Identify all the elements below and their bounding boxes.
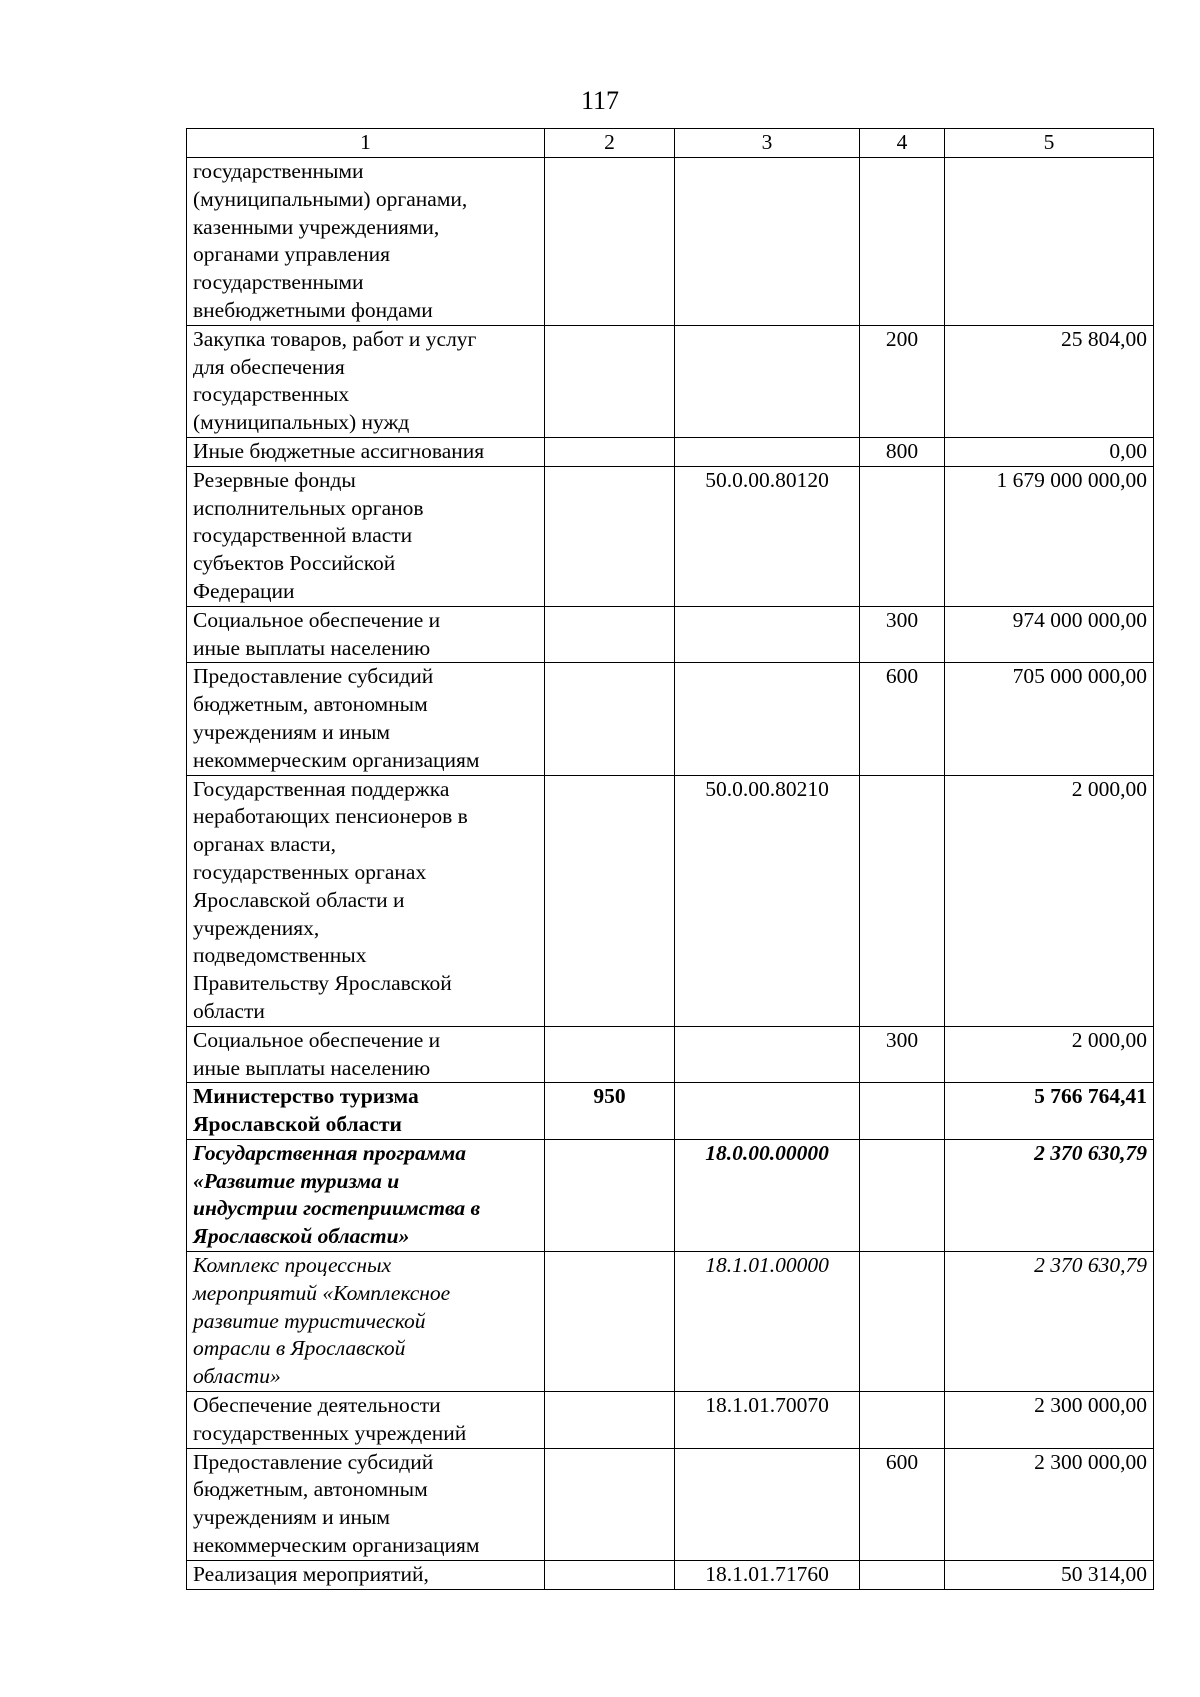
row-amount-cell <box>945 1083 1154 1140</box>
page-number: 117 <box>580 86 620 115</box>
row-target-article-cell <box>675 1083 860 1140</box>
table-row <box>187 466 1154 606</box>
row-amount-cell <box>945 437 1154 466</box>
row-amount: 2 300 000,00 <box>1034 1449 1147 1474</box>
row-expense-type: 300 <box>885 607 919 632</box>
row-name: Предоставление субсидий бюджетным, автономным учреждениям и иным некоммерческим организациям <box>193 664 480 772</box>
row-code-cell <box>545 775 675 1026</box>
row-code-cell <box>545 1252 675 1392</box>
row-amount-cell <box>945 1252 1154 1392</box>
row-name-cell <box>187 466 545 606</box>
header-col-2: 2 <box>545 129 675 158</box>
row-name: Министерство туризма Ярославской области <box>193 1084 419 1137</box>
row-amount-cell <box>945 1448 1154 1560</box>
table-row <box>187 663 1154 775</box>
table-row <box>187 1083 1154 1140</box>
table-row <box>187 325 1154 437</box>
budget-table <box>186 128 1154 1590</box>
row-expense-type: 600 <box>885 1449 919 1474</box>
header-col-5: 5 <box>945 129 1154 158</box>
row-code-cell <box>545 158 675 326</box>
row-expense-type-cell <box>860 663 945 775</box>
row-amount-cell <box>945 1392 1154 1449</box>
row-expense-type-cell <box>860 1448 945 1560</box>
row-amount-cell <box>945 325 1154 437</box>
row-amount: 2 300 000,00 <box>1034 1393 1147 1418</box>
row-expense-type-cell <box>860 1026 945 1083</box>
row-target-article-cell <box>675 1252 860 1392</box>
row-target-article: 18.0.00.00000 <box>705 1140 829 1165</box>
row-expense-type-cell <box>860 606 945 663</box>
row-amount: 974 000 000,00 <box>1012 607 1147 632</box>
row-amount-cell <box>945 1026 1154 1083</box>
row-expense-type-cell <box>860 437 945 466</box>
row-amount: 25 804,00 <box>1061 326 1147 351</box>
table-row <box>187 158 1154 326</box>
row-amount: 2 370 630,79 <box>1034 1140 1147 1165</box>
row-amount-cell <box>945 1560 1154 1589</box>
row-name: Государственная поддержка неработающих пенсионеров в органах власти, государственных органах Ярославской области и учреждениях, подведомственных Правительству Ярославской области <box>193 776 468 1023</box>
row-name-cell <box>187 325 545 437</box>
row-name-cell <box>187 1026 545 1083</box>
table-row <box>187 775 1154 1026</box>
row-code-cell <box>545 437 675 466</box>
row-amount: 2 000,00 <box>1071 1027 1147 1052</box>
row-code-cell <box>545 466 675 606</box>
row-code-cell <box>545 1026 675 1083</box>
row-name-cell <box>187 1139 545 1251</box>
row-amount: 0,00 <box>1109 438 1147 463</box>
row-expense-type-cell <box>860 1392 945 1449</box>
row-name-cell <box>187 437 545 466</box>
table-row <box>187 1139 1154 1251</box>
row-expense-type-cell <box>860 1252 945 1392</box>
row-code: 950 <box>593 1084 626 1109</box>
table-row <box>187 606 1154 663</box>
row-target-article-cell <box>675 437 860 466</box>
row-code-cell <box>545 606 675 663</box>
row-target-article: 18.1.01.00000 <box>705 1253 829 1278</box>
row-name-cell <box>187 606 545 663</box>
row-expense-type: 600 <box>885 664 919 689</box>
row-name: Закупка товаров, работ и услуг для обеспечения государственных (муниципальных) нужд <box>193 326 477 435</box>
row-name-cell <box>187 775 545 1026</box>
row-name: Резервные фонды исполнительных органов государственной власти субъектов Российской Федерации <box>193 467 424 603</box>
row-expense-type-cell <box>860 466 945 606</box>
row-name-cell <box>187 1448 545 1560</box>
row-code-cell <box>545 1139 675 1251</box>
header-col-3: 3 <box>675 129 860 158</box>
row-name: Комплекс процессных мероприятий «Комплексное развитие туристической отрасли в Ярославской области» <box>193 1253 451 1389</box>
row-expense-type: 800 <box>885 438 919 463</box>
row-expense-type-cell <box>860 1083 945 1140</box>
row-target-article-cell <box>675 775 860 1026</box>
row-target-article-cell <box>675 663 860 775</box>
row-name-cell <box>187 1083 545 1140</box>
row-target-article-cell <box>675 1139 860 1251</box>
row-target-article: 50.0.00.80210 <box>705 776 829 801</box>
row-name-cell <box>187 1560 545 1589</box>
table-row <box>187 1252 1154 1392</box>
row-amount-cell <box>945 1139 1154 1251</box>
row-name: Реализация мероприятий, <box>193 1561 429 1586</box>
row-amount: 5 766 764,41 <box>1034 1084 1147 1109</box>
table-row <box>187 1392 1154 1449</box>
row-amount: 2 000,00 <box>1071 776 1147 801</box>
header-col-1: 1 <box>187 129 545 158</box>
row-amount-cell <box>945 466 1154 606</box>
row-amount-cell <box>945 775 1154 1026</box>
row-name: государственными (муниципальными) органами, казенными учреждениями, органами управления государственными внебюджетными фондами <box>193 159 468 322</box>
row-name: Социальное обеспечение и иные выплаты населению <box>193 1027 441 1080</box>
row-expense-type-cell <box>860 325 945 437</box>
row-target-article-cell <box>675 606 860 663</box>
row-amount: 2 370 630,79 <box>1034 1253 1147 1278</box>
row-expense-type: 300 <box>885 1027 919 1052</box>
row-amount: 705 000 000,00 <box>1012 664 1147 689</box>
row-name: Обеспечение деятельности государственных учреждений <box>193 1393 467 1445</box>
table-row <box>187 1560 1154 1589</box>
row-code-cell <box>545 1448 675 1560</box>
row-name-cell <box>187 1252 545 1392</box>
table-body <box>187 158 1154 1590</box>
row-target-article-cell <box>675 158 860 326</box>
row-target-article: 18.1.01.70070 <box>705 1393 829 1418</box>
row-code-cell <box>545 1083 675 1140</box>
row-target-article-cell <box>675 1392 860 1449</box>
header-col-4: 4 <box>860 129 945 158</box>
row-code-cell <box>545 663 675 775</box>
row-target-article-cell <box>675 1560 860 1589</box>
row-amount: 50 314,00 <box>1061 1561 1147 1586</box>
row-expense-type-cell <box>860 1560 945 1589</box>
row-expense-type: 200 <box>885 326 919 351</box>
row-target-article-cell <box>675 466 860 606</box>
row-expense-type-cell <box>860 158 945 326</box>
row-code-cell <box>545 1560 675 1589</box>
table-row <box>187 1026 1154 1083</box>
table-row <box>187 1448 1154 1560</box>
row-target-article-cell <box>675 325 860 437</box>
row-expense-type-cell <box>860 1139 945 1251</box>
header-row <box>187 129 1154 158</box>
row-amount-cell <box>945 606 1154 663</box>
row-name: Предоставление субсидий бюджетным, автономным учреждениям и иным некоммерческим организациям <box>193 1449 480 1558</box>
row-code-cell <box>545 1392 675 1449</box>
row-amount-cell <box>945 158 1154 326</box>
row-target-article-cell <box>675 1448 860 1560</box>
row-name-cell <box>187 663 545 775</box>
row-amount-cell <box>945 663 1154 775</box>
row-name: Социальное обеспечение и иные выплаты населению <box>193 607 441 660</box>
row-expense-type-cell <box>860 775 945 1026</box>
row-code-cell <box>545 325 675 437</box>
table-row <box>187 437 1154 466</box>
row-name-cell <box>187 1392 545 1449</box>
row-target-article: 18.1.01.71760 <box>705 1561 829 1586</box>
row-name: Государственная программа «Развитие туризма и индустрии гостеприимства в Ярославской области» <box>193 1140 481 1249</box>
row-target-article: 50.0.00.80120 <box>705 467 829 492</box>
row-name: Иные бюджетные ассигнования <box>193 438 485 463</box>
row-name-cell <box>187 158 545 326</box>
row-amount: 1 679 000 000,00 <box>996 467 1147 492</box>
row-target-article-cell <box>675 1026 860 1083</box>
